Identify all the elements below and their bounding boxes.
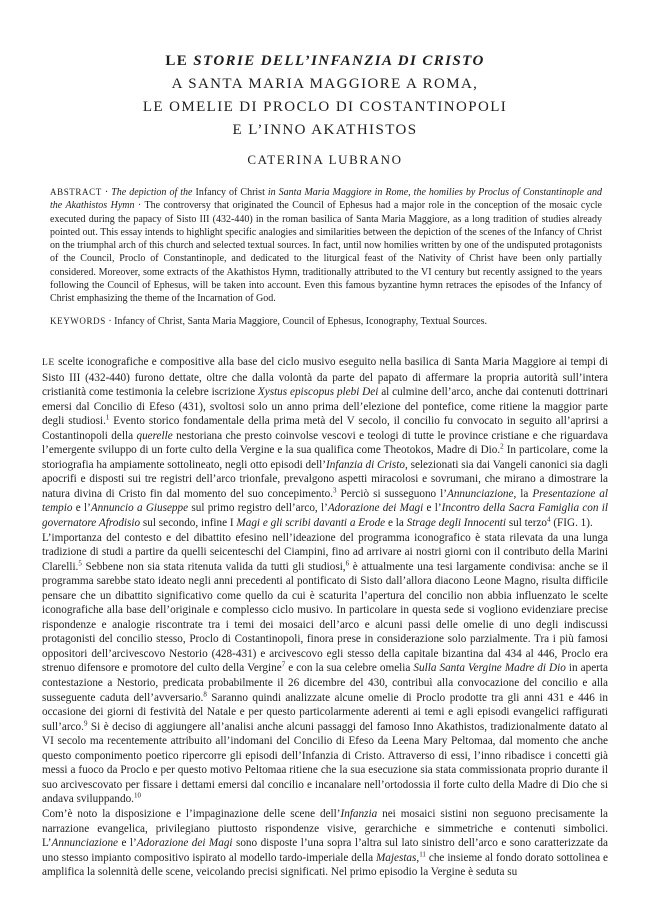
text-run: scelte iconografiche e compositive alla base del ciclo musivo eseguito nella basilica di Santa Maria Maggiore ai tempi di Sisto III (432-440) furono dettate, oltre che dalla volontà da parte del papato di affermare la propria autorità sull’intera cristianità come testimonia la celebre iscrizione: [42, 356, 608, 399]
italic-run: querelle: [136, 429, 173, 442]
footnote-ref: 9: [83, 718, 88, 727]
abstract-roman-1: Infancy of Christ: [192, 187, 268, 198]
italic-run: Magi e gli scribi davanti a Erode: [236, 517, 386, 530]
keywords-text: · Infancy of Christ, Santa Maria Maggiore, Council of Ephesus, Iconography, Textual Sources.: [105, 316, 487, 327]
text-run: sul primo registro dell’arco, l’: [188, 502, 328, 515]
body-text: [42, 355, 608, 880]
text-run: ,: [416, 851, 420, 864]
italic-run: Majestas: [375, 851, 417, 864]
italic-run: Strage degli Innocenti: [406, 517, 507, 530]
italic-run: Adorazione dei Magi: [136, 837, 233, 850]
text-run: nestoriana che presto coinvolse vescovi e teologi di tutte le province cristiane e che riguardava l’emergente sviluppo di un forte culto della Vergine e la sua qualifica come Theotokos, Madre di Dio.: [42, 429, 608, 457]
text-run: Evento storico fondamentale della prima metà del V secolo, il concilio fu convocato in seguito all’aprirsi a Costantinopoli della: [42, 415, 608, 442]
text-run: sul secondo, infine I: [140, 517, 237, 530]
text-run: al culmine dell’arco, anche dai contenuti dottrinari emersi dal Concilio di Efeso (431), svoltosi solo un anno prima dell’elezione del pontefice, come ritiene la maggior parte degli studiosi.: [42, 386, 608, 428]
italic-run: Sulla Santa Vergine Madre di Dio: [413, 662, 566, 675]
text-run: e l’: [72, 502, 91, 515]
text-run: Perciò si susseguono l’: [336, 487, 447, 500]
italic-run: Annunciazione: [446, 487, 514, 500]
italic-run: Presentazione al tempio: [42, 487, 609, 515]
drop-cap: LE: [42, 358, 55, 368]
abstract-text: · The controversy that originated the Council of Ephesus had a major role in the conception of the mosaic cycle executed during the papacy of Sisto III (432-440) in the roman basilica of Santa Maria Maggiore, as a long tradition of studies already pointed out. This essay intends to highlight specific analogies and similarities between the depiction of the scenes of the Infancy of Christ on the triumphal arch of this church and selected textual sources. In fact, until now homilies written by one of the undisputed protagonists of the Council, Proclo of Constantinople, and dedicated to the liturgical feast of the Nativity of Christ have been only partially considered. Moreover, some extracts of the Akathistos Hymn, traditionally attributed to the VI century but recently assigned to the years following the Council of Ephesus, will be taken into account. Even this famous byzantine hymn retraces the episodes of the Infancy of Christ emphasizing the theme of the Incarnation of God.: [50, 200, 602, 305]
title-line-4: E L’INNO AKATHISTOS: [232, 122, 418, 138]
abstract-label: ABSTRACT: [50, 187, 102, 197]
abstract-italic-1: The depiction of the: [111, 187, 193, 198]
italic-run: Annuncio a Giuseppe: [90, 502, 189, 515]
text-run: è attualmente una tesi largamente condivisa: anche se il programma sarebbe stato ideato negli anni precedenti al pontificato di Sisto dall’allora diacono Leone Magno, risulta difficile pensare che un dibattito significativo come quello da cui è scaturita l’apertura del concilio non abbia influenzato le scelte iconografiche alla base dell’originale e complesso ciclo musivo. In particolare in questa sede si vogliono evidenziare precise rispondenze e analogie riscontrate tra i temi dei mosaici dell’arco e alcuni passi delle omelie di uno degli indiscussi protagonisti del concilio stesso, Proclo di Costantinopoli, finora prese in considerazione solo parzialmente. Tra i più famosi oppositori dell’arcivescovo Nestorio (428-431) e arcivescovo egli stesso della capitale bizantina dal 434 al 446, Proclo era strenuo difensore e promotore del culto della Vergine: [42, 560, 609, 675]
italic-run: Adorazione dei Magi: [327, 502, 424, 515]
italic-run: Infanzia di Cristo: [326, 458, 405, 471]
text-run: che insieme al fondo dorato sottolinea e amplifica la solennità delle scene, veicolando precisi significati. Nel primo episodio la Vergine è seduta su: [42, 851, 609, 879]
title-line-2: A SANTA MARIA MAGGIORE A ROMA,: [171, 76, 479, 92]
paragraph-3: [42, 807, 608, 880]
footnote-ref: 10: [133, 791, 141, 800]
footnote-ref: 6: [345, 558, 350, 567]
abstract-sep: ·: [101, 187, 112, 198]
text-run: sono disposte l’una sopra l’altra sul lato sinistro dell’arco e sono caratterizzate da uno stesso impianto compositivo ispirato al modello tardo-imperiale della: [42, 837, 608, 864]
figure-ref: (FIG. 1).: [550, 517, 593, 530]
keywords: [50, 315, 602, 328]
text-run: sul terzo: [506, 517, 548, 530]
text-run: , selezionati sia dai Vangeli canonici sia dagli apocrifi e disposti sui tre registri dell’arco trionfale, prevalgono aspetti miracolosi e sovrumani, che mirano a dimostrare la natura divina di Cristo fin dal momento del suo concepimento.: [42, 458, 609, 500]
italic-run: Annunciazione: [51, 837, 119, 850]
footnote-ref: 7: [281, 660, 286, 669]
text-run: In particolare, come la storiografia ha ampiamente sottolineato, negli otto episodi dell’: [42, 444, 608, 471]
text-run: , la: [513, 487, 533, 500]
italic-run: Infanzia: [340, 807, 378, 820]
footnote-ref: 3: [333, 486, 337, 495]
paragraph-2: [42, 531, 608, 807]
footnote-ref: 8: [203, 689, 207, 698]
footnote-ref: 11: [419, 849, 426, 858]
text-run: nei mosaici sistini non seguono precisamente la narrazione evangelica, privilegiano piuttosto rispondenze visive, gerarchiche e simmetriche e contenuti simbolici. L’: [42, 807, 609, 850]
text-run: Com’è noto la disposizione e l’impaginazione delle scene dell’: [42, 807, 341, 820]
paragraph-1: [42, 355, 608, 531]
keywords-label: KEYWORDS: [50, 316, 106, 326]
footnote-ref: 1: [105, 413, 110, 422]
footnote-ref: 5: [78, 558, 82, 567]
text-run: e l’: [118, 837, 137, 850]
text-run: e la: [385, 517, 407, 530]
text-run: L’importanza del contesto e del dibattito efesino nell’ideazione del programma iconografico è stata rilevata da una lunga tradizione di studi a partire da quelli seicenteschi del Ciampini, fino ad arrivare ai nostri giorni con il contributo della Marini Clarelli.: [42, 531, 608, 573]
title-line-1: [40, 50, 610, 73]
footnote-ref: 4: [547, 515, 551, 524]
text-run: Si è deciso di aggiungere all’analisi anche alcuni passaggi del famoso Inno Akathistos, tradizionalmente datato al VI secolo ma recentemente attribuito all’indomani del Concilio di Efeso da Leena Mary Peltomaa, dal momento che anche questo componimento poetico ripercorre gli episodi dell’Infanzia di Cristo. Attraverso di essi, l’inno ribadisce i concetti già messi a fuoco da Proclo e per questo motivo Peltomaa ritiene che la sua esecuzione sia stata commissionata proprio durante il suo arcivescovato per fissare i dettami emersi dal concilio e incanalare nell’ortodossia il forte culto della Madre di Dio che si andava sviluppando.: [42, 720, 608, 806]
text-run: e con la sua celebre omelia: [285, 662, 414, 675]
title-italic: STORIE DELL’INFANZIA DI CRISTO: [193, 53, 485, 69]
abstract: [50, 186, 602, 306]
italic-run: Incontro della Sacra Famiglia con il governatore Afrodisio: [42, 502, 608, 530]
title-prefix: LE: [165, 53, 194, 69]
text-run: Saranno quindi analizzate alcune omelie di Proclo prodotte tra gli anni 431 e 446 in occasione dei giorni di festività del Natale e per questo particolarmente aderenti ai temi e agli episodi evangelici raffigurati sull’arco.: [42, 691, 608, 733]
author-name: CATERINA LUBRANO: [247, 152, 403, 167]
text-run: e l’: [423, 502, 442, 515]
italic-run: Xystus episcopus plebi Dei: [257, 386, 379, 399]
text-run: Sebbene non sia stata ritenuta valida da tutti gli studiosi,: [81, 560, 346, 573]
abstract-italic-2: in Santa Maria Maggiore in Rome, the homilies by Proclus of Constantinople and the Akathistos Hymn: [50, 187, 602, 212]
text-run: in aperta contestazione a Nestorio, predicata probabilmente il 26 dicembre del 430, contribuì alla convocazione del concilio e alla susseguente caduta dell’avversario.: [42, 662, 608, 704]
title-line-3: LE OMELIE DI PROCLO DI COSTANTINOPOLI: [142, 99, 508, 115]
footnote-ref: 2: [500, 442, 504, 451]
